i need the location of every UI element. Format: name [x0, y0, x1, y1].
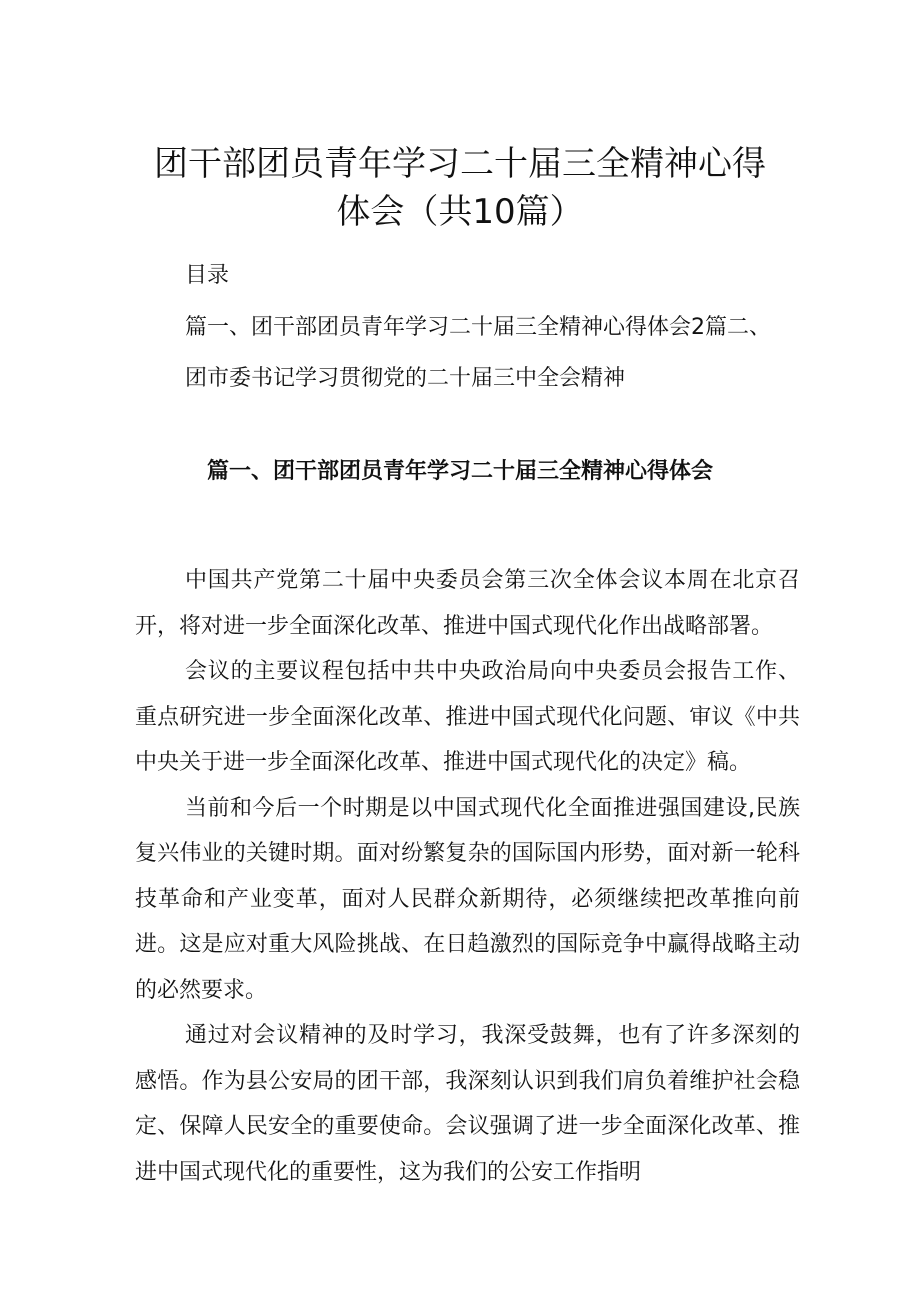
toc-entry-line-2: 团市委书记学习贯彻党的二十届三中全会精神 — [185, 366, 626, 391]
paragraph-2: 会议的主要议程包括中共中央政治局向中央委员会报告工作、重点研究进一步全面深化改革、推进中国式现代化问题、审议《中共中央关于进一步全面深化改革、推进中国式现代化的决定》稿。 — [135, 659, 800, 775]
paragraph-1: 中国共产党第二十届中央委员会第三次全体会议本周在北京召开，将对进一步全面深化改革、推进中国式现代化作出战略部署。 — [135, 568, 800, 639]
section-heading: 篇一、团干部团员青年学习二十届三全精神心得体会 — [206, 459, 713, 484]
body-text — [135, 558, 800, 1195]
document-title-line-2: 体会（共10篇） — [336, 192, 584, 232]
toc-heading: 目录 — [185, 263, 230, 288]
paragraph-4: 通过对会议精神的及时学习，我深受鼓舞，也有了许多深刻的感悟。作为县公安局的团干部，我深刻认识到我们肩负着维护社会稳定、保障人民安全的重要使命。会议强调了进一步全面深化改革、推进中国式现代化的重要性，这为我们的公安工作指明 — [135, 1023, 800, 1185]
toc-entry-line-1: 篇一、团干部团员青年学习二十届三全精神心得体会2篇二、 — [185, 315, 771, 340]
document-title-line-1: 团干部团员青年学习二十届三全精神心得 — [154, 144, 766, 184]
paragraph-3: 当前和今后一个时期是以中国式现代化全面推进强国建设,民族复兴伟业的关键时期。面对纷繁复杂的国际国内形势，面对新一轮科技革命和产业变革，面对人民群众新期待，必须继续把改革推向前进。这是应对重大风险挑战、在日趋激烈的国际竞争中赢得战略主动的必然要求。 — [135, 795, 800, 1003]
